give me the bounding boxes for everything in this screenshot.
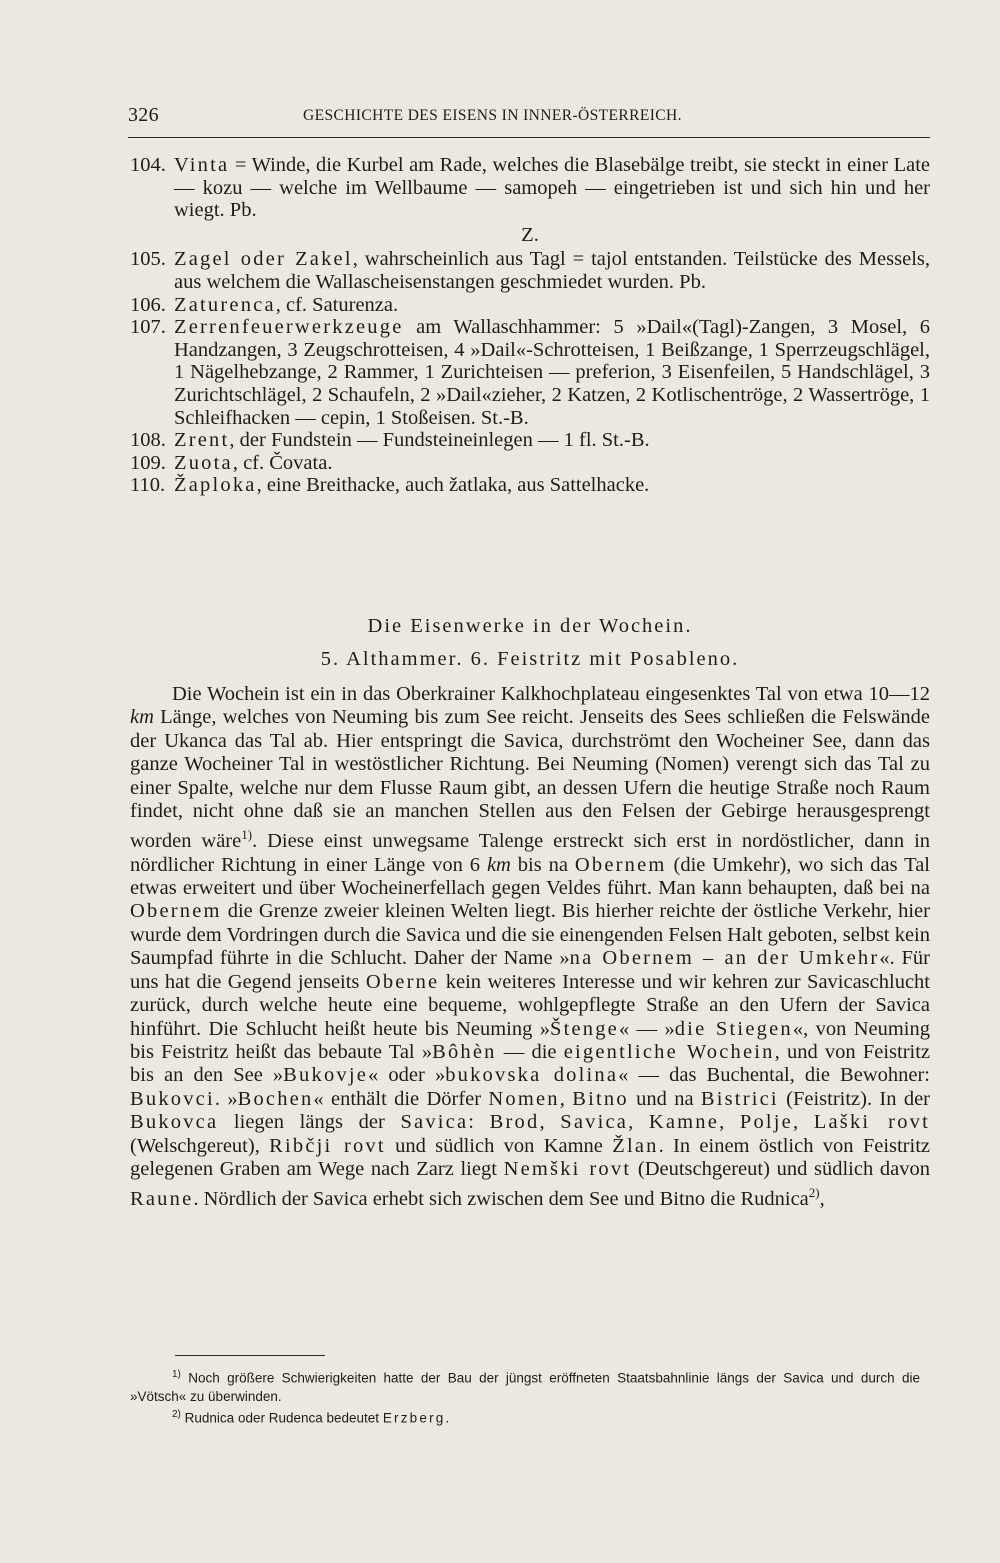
spaced-term: eigentliche Wochein <box>563 1040 775 1063</box>
body-paragraph <box>130 683 930 1212</box>
text-run: und na <box>628 1087 701 1110</box>
entry-text: am Wallaschhammer: 5 »Dail«(Tagl)-Zangen, 3 Mosel, 6 Handzangen, 3 Zeugschrotteisen, 4 »Dail«-Schrotteisen, 1 Beißzange, 1 Sperrzeugschlägel, 1 Nägelhebzange, 2 Rammer, 1 Zurichteisen — preferion, 3 Eisenfeilen, 5 Handschlägel, 3 Zurichtschlägel, 2 Schaufeln, 2 »Dail«zieher, 2 Katzen, 2 Kotlischentröge, 2 Wassertröge, 1 Schleifhacken — cepin, 1 Stoßeisen. St.-B. <box>174 316 930 429</box>
text-run: . Diese einst unwegsame Talenge erstreckt sich erst in nordöstlicher, dann in nördlicher Richtung in einer Länge von 6 <box>130 830 931 876</box>
spaced-term: na Obernem – an der Umkehr <box>569 947 880 970</box>
glossary-entry <box>130 248 930 293</box>
text-run: die Grenze zweier kleinen Welten liegt. Bis hierher reichte der östliche Verkehr, hier wurde dem Vordringen durch die Savica und die sie einengenden Felsen Halt geboten, selbst kein Saumpfad führte in die Schlucht. Daher der Name » <box>130 900 930 970</box>
spaced-term: Ribčji rovt <box>269 1134 386 1157</box>
footnote-after: . <box>445 1410 450 1425</box>
glossary-entry <box>130 316 930 429</box>
spaced-term: Bukovca <box>130 1111 219 1134</box>
spaced-term: Bukovje <box>283 1064 369 1087</box>
entry-number: 106. <box>130 293 166 316</box>
text-run: , <box>628 1111 649 1134</box>
spaced-term: Obernem <box>574 853 667 876</box>
entry-text: , eine Breithacke, auch žatlaka, aus Sattelhacke. <box>256 474 650 497</box>
entry-text: , der Fundstein — Fundsteineinlegen — 1 fl. St.-B. <box>229 429 650 452</box>
spaced-term: Bistrici <box>700 1087 779 1110</box>
footnote <box>130 1406 920 1428</box>
text-run: bis na <box>510 853 575 876</box>
footnote-ref: 2) <box>808 1185 820 1201</box>
spaced-term: Nomen <box>488 1087 560 1110</box>
entry-number: 104. <box>130 154 166 176</box>
spaced-term: Bôhèn <box>432 1040 497 1063</box>
text-run: liegen längs der <box>218 1111 401 1134</box>
spaced-term: Žlan <box>612 1134 659 1157</box>
text-run: und südlich von Kamne <box>385 1134 613 1157</box>
section-title: Die Eisenwerke in der Wochein. <box>367 615 693 637</box>
entry-term: Zuota <box>174 451 233 474</box>
entry-term: Zagel oder Zakel <box>174 248 353 271</box>
glossary-entries <box>130 154 930 497</box>
spaced-term: Brod <box>489 1111 540 1134</box>
text-run: (Deutschgereut) und südlich davon <box>631 1157 930 1180</box>
footnote-mark: 2) <box>172 1408 181 1420</box>
spaced-term: Bochen <box>237 1087 314 1110</box>
glossary-entry <box>130 294 930 317</box>
text-run: . In einem östlich von Feistritz gelegenen Graben am Wege nach Zarz liegt <box>130 1134 931 1180</box>
text-run: «, von Neuming bis Feistritz heißt das bebaute Tal » <box>130 1017 930 1063</box>
footnote <box>130 1366 920 1406</box>
spaced-term: bukovska dolina <box>445 1064 619 1087</box>
entry-term: Vinta <box>174 154 230 176</box>
entry-term: Zerrenfeuerwerkzeuge <box>174 316 404 339</box>
entry-term: Žaploka <box>174 474 257 497</box>
spaced-term: Kamne <box>648 1111 720 1134</box>
spaced-term: Savica <box>400 1111 469 1134</box>
text-run: (Welschgereut), <box>130 1134 270 1157</box>
entry-text: , wahrscheinlich aus Tagl = tajol entstanden. Teilstücke des Messels, aus welchem die Wallascheisenstangen geschmiedet wurden. Pb. <box>174 248 930 293</box>
entry-text: , cf. Saturenza. <box>275 293 399 316</box>
text-run: «. Für uns hat die Gegend jenseits <box>130 947 930 993</box>
footnote-ref: 1) <box>241 827 253 843</box>
text-run: . Nördlich der Savica erhebt sich zwischen dem See und Bitno die Rudnica <box>193 1188 809 1211</box>
entry-number: 109. <box>130 451 166 474</box>
unit-km: km <box>486 853 511 876</box>
text-run: , und von Feistritz bis an den See » <box>130 1040 931 1087</box>
glossary-entry <box>130 474 930 497</box>
spaced-term: Oberne <box>365 970 440 993</box>
spaced-term: die Stiegen <box>674 1017 793 1040</box>
text-run: , <box>559 1087 573 1110</box>
letter-heading: Z. <box>521 223 539 246</box>
footnotes <box>130 1366 920 1427</box>
spaced-term: Obernem <box>130 900 222 923</box>
spaced-term: Polje <box>739 1111 793 1134</box>
text-run: « — das Buchental, die Bewohner: <box>618 1064 930 1087</box>
entry-number: 107. <box>130 316 166 339</box>
text-run: . » <box>214 1087 238 1110</box>
spaced-term: Bukovci <box>130 1087 215 1110</box>
text-run: : <box>468 1111 490 1134</box>
entry-number: 105. <box>130 248 166 271</box>
text-run: , <box>819 1188 825 1211</box>
spaced-term: Savica <box>560 1111 629 1134</box>
footnote-mark: 1) <box>172 1369 181 1380</box>
running-title: GESCHICHTE DES EISENS IN INNER-ÖSTERREICH. <box>303 107 682 124</box>
spaced-term: Štenge <box>549 1017 619 1040</box>
text-run: (Feistritz). In der <box>778 1087 931 1110</box>
spaced-term: Laški rovt <box>813 1111 931 1134</box>
entry-text: , cf. Čovata. <box>232 451 333 474</box>
footnote-rule <box>175 1355 325 1356</box>
text-run: Die Wochein ist ein in das Oberkrainer Kalkhochplateau eingesenktes Tal von etwa 10—12 <box>172 683 930 705</box>
glossary-entry <box>130 429 930 452</box>
text-run: — die <box>496 1040 564 1063</box>
glossary-entry <box>130 154 930 222</box>
footnote-text: Rudnica oder Rudenca bedeutet <box>180 1410 383 1425</box>
entry-term: Zrent <box>174 429 230 452</box>
entry-number: 110. <box>130 474 166 497</box>
text-run: (die Umkehr), wo sich das Tal etwas erweitert und über Wocheinerfellach gegen Veldes führt. Man kann behaupten, daß bei na <box>130 853 930 900</box>
header-rule <box>128 137 930 138</box>
text-run: « — » <box>618 1017 675 1040</box>
spaced-term: Raune <box>130 1188 194 1211</box>
footnote-spaced: Erzberg <box>382 1410 446 1425</box>
text-run: « enthält die Dörfer <box>313 1087 489 1110</box>
entry-number: 108. <box>130 429 166 452</box>
spaced-term: Bitno <box>572 1087 629 1110</box>
spaced-term: Nemški rovt <box>503 1157 632 1180</box>
text-run: , <box>793 1111 814 1134</box>
entry-term: Zaturenca <box>174 293 276 316</box>
text-run: , <box>719 1111 740 1134</box>
footnote-text: Noch größere Schwierigkeiten hatte der Bau der jüngst eröffneten Staatsbahnlinie längs der Savica und durch die »Vötsch« zu überwinden. <box>130 1370 920 1404</box>
entry-text: = Winde, die Kurbel am Rade, welches die Blasebälge treibt, sie steckt in einer Late — kozu — welche im Wellbaume — samopeh — eingetrieben ist und sich hin und her wiegt. Pb. <box>174 154 930 222</box>
section-subtitle: 5. Althammer. 6. Feistritz mit Posableno. <box>320 648 740 670</box>
page-number: 326 <box>128 104 159 126</box>
glossary-entry <box>130 452 930 475</box>
text-run: « oder » <box>368 1064 446 1087</box>
text-run: Länge, welches von Neuming bis zum See reicht. Jenseits des Sees schließen die Felswände der Ukanca das Tal ab. Hier entspringt die Savica, durchströmt den Wocheiner See, dann das ganze Wocheiner Tal in westöstlicher Richtung. Bei Neuming (Nomen) verengt sich das Tal zu einer Spalte, welche nur dem Flusse Raum gibt, an dessen Ufern die heutige Straße noch Raum findet, nicht ohne daß sie an manchen Stellen aus den Felsen der Gebirge herausgesprengt worden wäre <box>130 706 930 853</box>
text-run: , <box>539 1111 561 1134</box>
text-run: kein weiteres Interesse und wir kehren zur Savicaschlucht zurück, durch welche heute eine bequeme, wohlgepflegte Straße an den Ufern der Savica hinführt. Die Schlucht heißt heute bis Neuming » <box>130 970 930 1040</box>
unit-km: km <box>130 706 154 729</box>
